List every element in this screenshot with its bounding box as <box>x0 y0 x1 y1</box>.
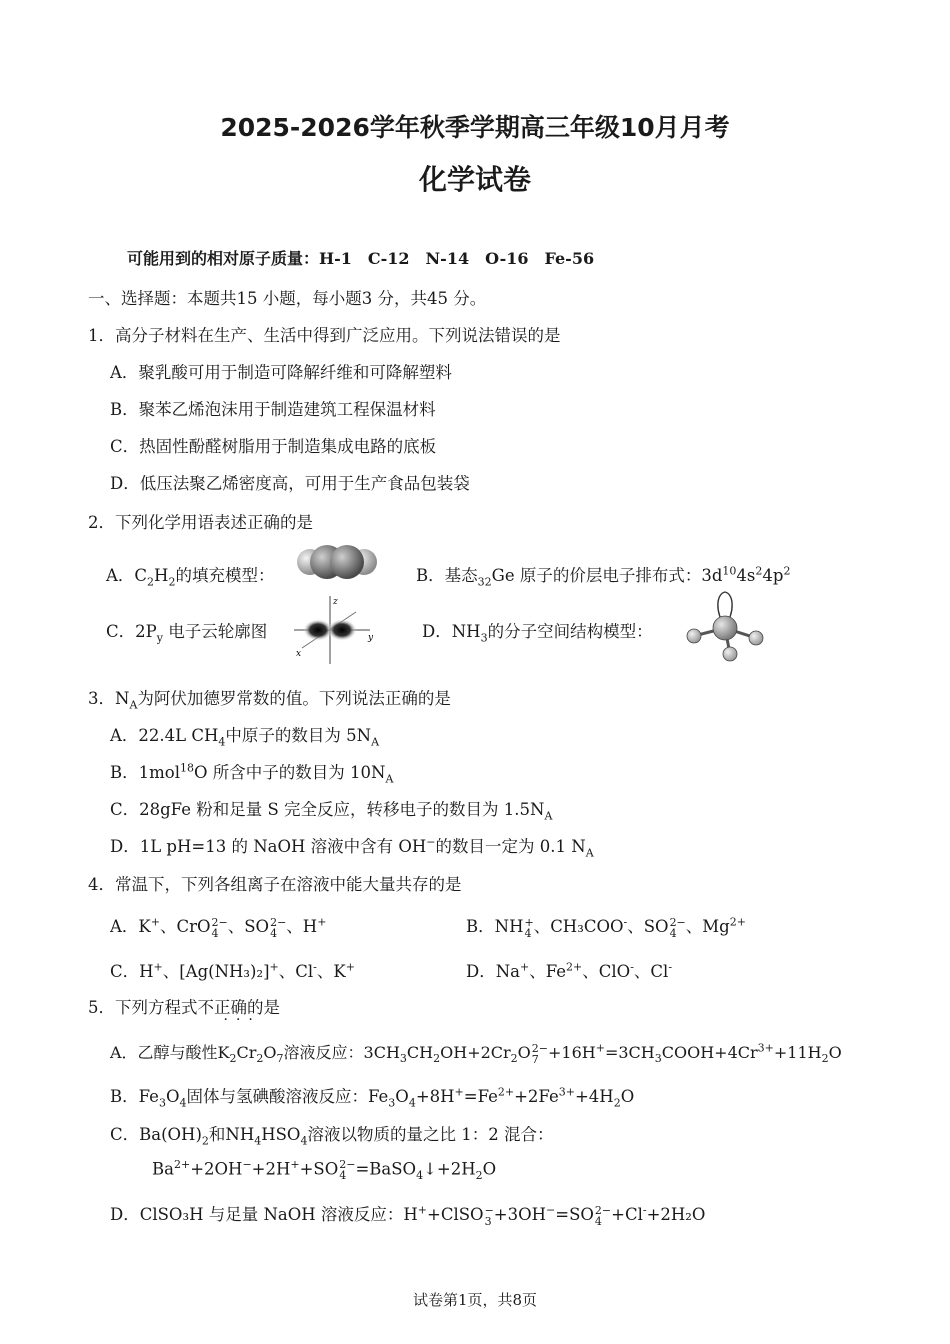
n-atom <box>713 616 737 640</box>
q2-stem: 2．下列化学用语表述正确的是 <box>88 513 313 532</box>
c-atom-right <box>330 545 364 579</box>
axis-x-label: x <box>296 649 302 659</box>
q1-option-a: A．聚乳酸可用于制造可降解纤维和可降解塑料 <box>110 363 452 382</box>
q5-option-c-equation: $Ba^{2+}+2OH^-+2H^++SO$ 2− 4 $=BaSO_4↓+2H_2O$ <box>152 1158 497 1182</box>
mass-c: C-12 <box>367 249 410 268</box>
masses-label: 可能用到的相对原子质量： <box>127 249 320 268</box>
mass-o: O-16 <box>485 249 529 268</box>
q2-option-c: C．$2P_y$ 电子云轮廓图 <box>106 622 268 645</box>
q4-option-a: A．K+、CrO 2− 4 、SO 2− 4 、H+ <box>110 915 327 940</box>
atomic-masses <box>127 246 594 269</box>
q3-option-d: D．1L pH=13 的 NaOH 溶液中含有 OH−的数目一定为 0.1 $N_A$ <box>110 835 594 860</box>
axis-z-label: z <box>333 597 338 607</box>
page-footer: 试卷第1页，共8页 <box>412 1291 538 1309</box>
q3-option-b: B．1mol$^{18}$O 所含中子的数目为 $10N_A$ <box>110 761 394 786</box>
q1-stem: 1．高分子材料在生产、生活中得到广泛应用。下列说法错误的是 <box>88 326 561 345</box>
q3-option-c: C．28gFe 粉和足量 S 完全反应，转移电子的数目为 $1.5N_A$ <box>110 800 553 823</box>
q3-stem: 3．$N_A$为阿伏加德罗常数的值。下列说法正确的是 <box>88 689 451 712</box>
orbital-lobe-right <box>327 619 357 641</box>
q3-option-a: A．22.4L $CH_4$中原子的数目为 $5N_A$ <box>110 726 380 749</box>
q4-option-b: B．NH + 4 、CH₃COO-、SO 2− 4 、$Mg^{2+}$ <box>466 915 746 940</box>
h-atom-3 <box>723 647 737 661</box>
acetylene-spacefill-model <box>294 542 380 582</box>
q4-option-d: D．Na+、$Fe^{2+}$、ClO-、Cl- <box>466 960 673 981</box>
q5-option-c: C．$Ba(OH)_2$和$NH_4HSO_4$溶液以物质的量之比 1：2 混合： <box>110 1125 554 1148</box>
q2-option-a: A．$C_2H_2$的填充模型： <box>106 566 275 589</box>
q5-option-a: A．乙醇与酸性$K_2Cr_2O_7$溶液反应：$3CH_3CH_2OH+2Cr_2O$ 2− 7 $+16H^+=3CH_3COOH+4Cr^{3+}+11H_2O$ <box>110 1041 842 1066</box>
h-atom-2 <box>749 631 763 645</box>
exam-subject: 化学试卷 <box>418 163 531 196</box>
q2-option-b: B．基态$_{32}$Ge 原子的价层电子排布式：$3d^{10}4s^24p^2$ <box>416 564 791 589</box>
emphasis-not-correct: 不正确 ··· <box>198 998 248 1017</box>
q4-option-c: C．H+、[Ag(NH₃)₂]+、Cl-、K+ <box>110 960 355 981</box>
p-orbital-diagram <box>284 592 380 666</box>
section-heading: 一、选择题：本题共15 小题，每小题3 分，共45 分。 <box>88 289 487 308</box>
q5-option-d: D．ClSO₃H 与足量 NaOH 溶液反应：H++ClSO − 3 +3OH−=SO 2− 4 +Cl-+2H₂O <box>110 1203 706 1228</box>
q5-stem: 5．下列方程式不正确 ···的是 <box>88 994 280 1018</box>
q2-option-d: D．$NH_3$的分子空间结构模型： <box>422 622 653 645</box>
axis-y-label: y <box>368 633 374 643</box>
q1-option-d: D．低压法聚乙烯密度高，可用于生产食品包装袋 <box>110 474 470 493</box>
mass-h: H-1 <box>319 249 352 268</box>
mass-n: N-14 <box>425 249 470 268</box>
q1-option-b: B．聚苯乙烯泡沫用于制造建筑工程保温材料 <box>110 400 436 419</box>
q4-stem: 4．常温下，下列各组离子在溶液中能大量共存的是 <box>88 875 462 894</box>
h-atom-1 <box>687 629 701 643</box>
q1-option-c: C．热固性酚醛树脂用于制造集成电路的底板 <box>110 437 437 456</box>
mass-fe: Fe-56 <box>544 249 595 268</box>
nh3-ball-stick-model <box>682 588 772 664</box>
exam-title: 2025-2026学年秋季学期高三年级10月月考 <box>220 113 730 142</box>
q5-option-b: B．$Fe_3O_4$固体与氢碘酸溶液反应：$Fe_3O_4+8H^+=Fe^{2+}+2Fe^{3+}+4H_2O$ <box>110 1085 635 1110</box>
